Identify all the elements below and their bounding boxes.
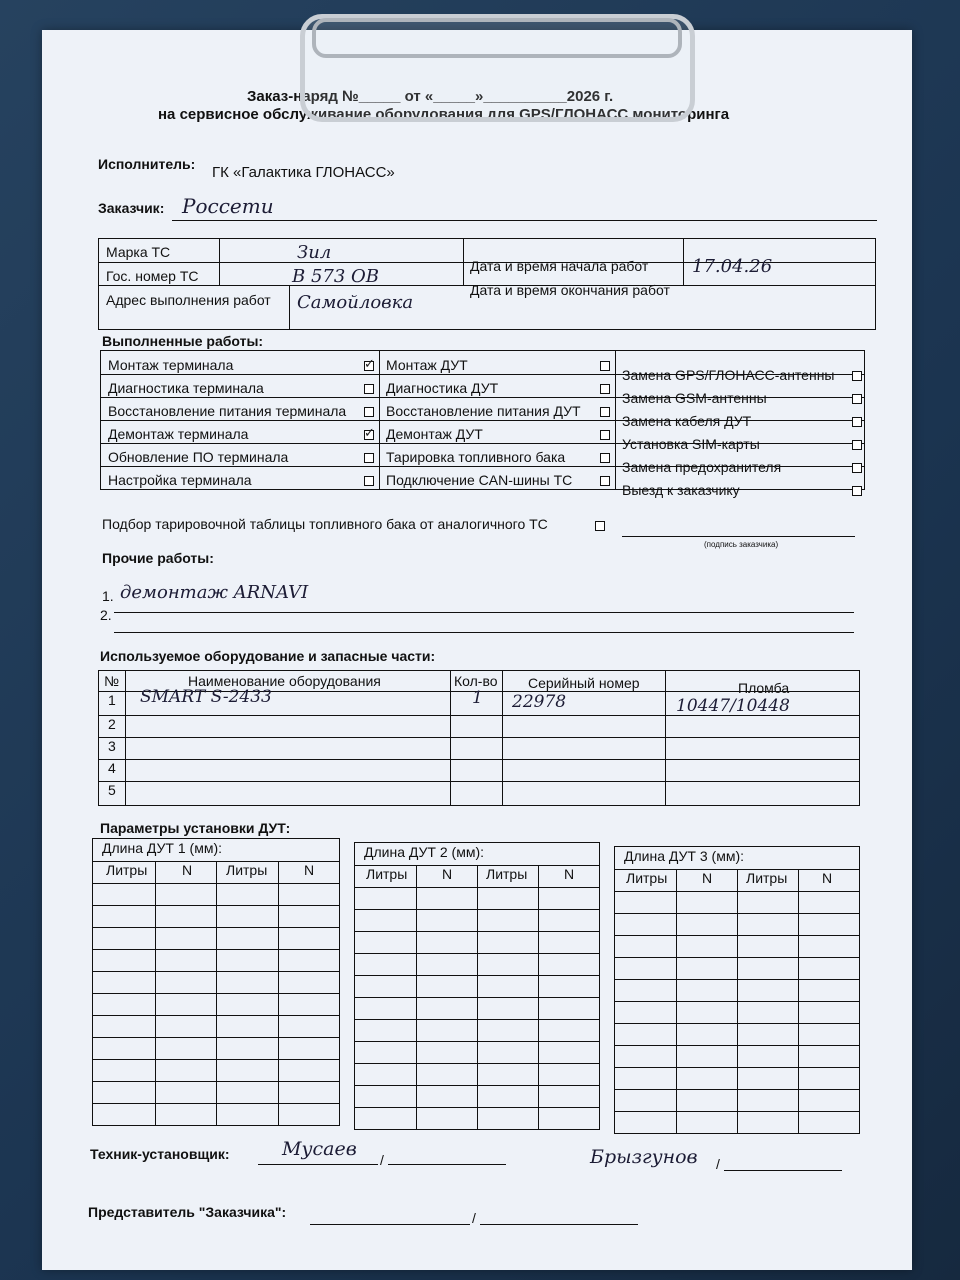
dut-col-header: N <box>822 870 833 886</box>
dut-row-line <box>615 1001 859 1002</box>
work-checkbox[interactable] <box>600 476 610 486</box>
dut-row-line <box>615 1111 859 1112</box>
equipment-row-no: 5 <box>108 782 116 798</box>
work-order-sheet <box>42 30 912 1270</box>
executor-value: ГК «Галактика ГЛОНАСС» <box>212 164 395 181</box>
work-item: Замена предохранителя <box>622 459 782 475</box>
dut-row-line <box>93 971 339 972</box>
address-label: Адрес выполнения работ <box>106 292 271 308</box>
equipment-row-no: 2 <box>108 716 116 732</box>
work-checkbox[interactable] <box>600 430 610 440</box>
dut-col-header: Литры <box>226 862 268 878</box>
other-line-number: 1. <box>102 588 114 604</box>
work-checkbox[interactable] <box>852 417 862 427</box>
address-value: Самойловка <box>297 292 414 313</box>
equipment-row-no: 3 <box>108 738 116 754</box>
dut-col-header: Литры <box>366 866 408 882</box>
dut-row-line <box>93 1059 339 1060</box>
technician-label: Техник-установщик: <box>90 1146 230 1162</box>
work-checkbox[interactable] <box>600 453 610 463</box>
dut-col-header: Литры <box>746 870 788 886</box>
work-item: Демонтаж терминала <box>108 426 249 442</box>
work-item: Замена GPS/ГЛОНАСС-антенны <box>622 367 835 383</box>
plate-value: В 573 ОВ <box>292 266 380 287</box>
dut-table-title: Длина ДУТ 3 (мм): <box>624 848 744 864</box>
equipment-title: Используемое оборудование и запасные части: <box>100 648 436 664</box>
executor-label: Исполнитель: <box>98 156 196 172</box>
dut-row-line <box>615 913 859 914</box>
dut-row-line <box>355 1085 599 1086</box>
table-selection-label: Подбор тарировочной таблицы топливного бака от аналогичного ТС <box>102 516 548 532</box>
dut-row-line <box>355 953 599 954</box>
other-line-text: демонтаж ARNAVI <box>120 582 309 603</box>
work-item: Демонтаж ДУТ <box>386 426 483 442</box>
other-line-1 <box>114 612 854 613</box>
dut-row-line <box>615 1023 859 1024</box>
dut-table-title: Длина ДУТ 1 (мм): <box>102 840 222 856</box>
dut-row-line <box>93 905 339 906</box>
plate-label: Гос. номер ТС <box>106 268 199 284</box>
customer-rep-line-2 <box>480 1224 638 1225</box>
dut-row-line <box>615 1089 859 1090</box>
work-item: Тарировка топливного бака <box>386 449 566 465</box>
customer-rep-label: Представитель "Заказчика": <box>88 1204 287 1220</box>
equipment-header-qty: Кол-во <box>454 673 498 689</box>
dut-col-header: N <box>564 866 575 882</box>
dut-row-line <box>355 1063 599 1064</box>
work-item: Настройка терминала <box>108 472 252 488</box>
dut-row-line <box>615 979 859 980</box>
work-item: Монтаж терминала <box>108 357 234 373</box>
make-label: Марка ТС <box>106 244 171 260</box>
work-checkbox[interactable] <box>852 486 862 496</box>
dut-row-line <box>355 931 599 932</box>
work-item: Установка SIM-карты <box>622 436 760 452</box>
check-mark-icon: ✓ <box>364 425 375 440</box>
work-item: Обновление ПО терминала <box>108 449 289 465</box>
dut-row-line <box>355 1019 599 1020</box>
technician-line-2 <box>388 1164 506 1165</box>
equipment-header-seal: Пломба <box>738 680 790 696</box>
work-checkbox[interactable] <box>852 440 862 450</box>
dut-col-header: N <box>442 866 453 882</box>
dut-row-line <box>615 891 859 892</box>
order-title-line1: Заказ-наряд №_____ от «_____»__________2026 г. <box>247 88 614 105</box>
work-item: Подключение CAN-шины ТС <box>386 472 573 488</box>
work-checkbox[interactable] <box>600 407 610 417</box>
work-item: Диагностика ДУТ <box>386 380 499 396</box>
equipment-header-no: № <box>104 673 120 689</box>
clipboard-clip-bar <box>312 18 682 58</box>
make-value: Зил <box>297 242 332 263</box>
table-selection-checkbox[interactable] <box>595 521 605 531</box>
dut-row-line <box>93 1015 339 1016</box>
equipment-row-no: 1 <box>108 692 116 708</box>
dut-table-1 <box>92 838 340 1126</box>
dut-col-header: N <box>304 862 315 878</box>
work-checkbox[interactable] <box>600 361 610 371</box>
dut-row-line <box>355 909 599 910</box>
dut-col-header: N <box>702 870 713 886</box>
technician-signature-1: Мусаев <box>282 1138 357 1160</box>
technician-line-1 <box>258 1164 378 1165</box>
equipment-row-no: 4 <box>108 760 116 776</box>
order-title-line2: на сервисное обслуживание оборудования для GPS/ГЛОНАСС мониторинга <box>158 106 730 123</box>
work-item: Замена GSM-антенны <box>622 390 767 406</box>
work-checkbox[interactable] <box>364 407 374 417</box>
slash: / <box>380 1152 384 1168</box>
equipment-row-name: SMART S-2433 <box>140 687 272 707</box>
dut-row-line <box>355 1107 599 1108</box>
dut-row-line <box>355 1041 599 1042</box>
work-item: Диагностика терминала <box>108 380 264 396</box>
work-checkbox[interactable] <box>852 463 862 473</box>
work-checkbox[interactable] <box>600 384 610 394</box>
dut-col-header: Литры <box>486 866 528 882</box>
dut-title: Параметры установки ДУТ: <box>100 820 291 836</box>
dut-row-line <box>93 1081 339 1082</box>
work-checkbox[interactable] <box>852 394 862 404</box>
works-title: Выполненные работы: <box>102 333 264 349</box>
end-label: Дата и время окончания работ <box>470 282 670 298</box>
dut-row-line <box>615 1045 859 1046</box>
work-item: Монтаж ДУТ <box>386 357 468 373</box>
start-value: 17.04.26 <box>692 256 773 277</box>
equipment-row-qty: 1 <box>472 688 483 708</box>
work-checkbox[interactable] <box>364 425 375 440</box>
signature-hint: (подпись заказчика) <box>704 540 779 549</box>
work-checkbox[interactable] <box>364 476 374 486</box>
other-works-title: Прочие работы: <box>102 550 214 566</box>
technician-line-3 <box>724 1170 842 1171</box>
work-checkbox[interactable] <box>852 371 862 381</box>
customer-underline <box>172 220 877 221</box>
dut-row-line <box>615 1067 859 1068</box>
check-mark-icon: ✓ <box>364 356 375 371</box>
other-line-2 <box>114 632 854 633</box>
customer-signature-line <box>622 536 855 537</box>
dut-row-line <box>355 887 599 888</box>
technician-signature-2: Брызгунов <box>590 1146 698 1168</box>
slash: / <box>716 1156 720 1172</box>
slash: / <box>472 1210 476 1226</box>
dut-row-line <box>355 997 599 998</box>
dut-col-header: N <box>182 862 193 878</box>
customer-rep-line-1 <box>310 1224 470 1225</box>
customer-value: Россети <box>182 194 274 218</box>
dut-row-line <box>93 927 339 928</box>
equipment-row-serial: 22978 <box>512 692 567 712</box>
dut-row-line <box>93 1037 339 1038</box>
start-label: Дата и время начала работ <box>470 258 649 274</box>
dut-row-line <box>93 1103 339 1104</box>
work-checkbox[interactable] <box>364 453 374 463</box>
dut-row-line <box>93 993 339 994</box>
dut-table-3 <box>614 846 860 1134</box>
dut-col-header: Литры <box>106 862 148 878</box>
work-item: Восстановление питания терминала <box>108 403 347 419</box>
dut-col-header: Литры <box>626 870 668 886</box>
work-checkbox[interactable] <box>364 384 374 394</box>
work-checkbox[interactable] <box>364 356 375 371</box>
work-item: Выезд к заказчику <box>622 482 740 498</box>
dut-table-title: Длина ДУТ 2 (мм): <box>364 844 484 860</box>
equipment-header-serial: Серийный номер <box>528 675 640 691</box>
equipment-row-seal: 10447/10448 <box>676 696 790 716</box>
other-line-number: 2. <box>100 607 112 623</box>
dut-row-line <box>615 957 859 958</box>
equipment-header-name: Наименование оборудования <box>188 673 381 689</box>
dut-table-2 <box>354 842 600 1130</box>
customer-label: Заказчик: <box>98 200 165 216</box>
work-item: Восстановление питания ДУТ <box>386 403 581 419</box>
dut-row-line <box>355 975 599 976</box>
work-item: Замена кабеля ДУТ <box>622 413 752 429</box>
dut-row-line <box>93 949 339 950</box>
dut-row-line <box>615 935 859 936</box>
dut-row-line <box>93 883 339 884</box>
